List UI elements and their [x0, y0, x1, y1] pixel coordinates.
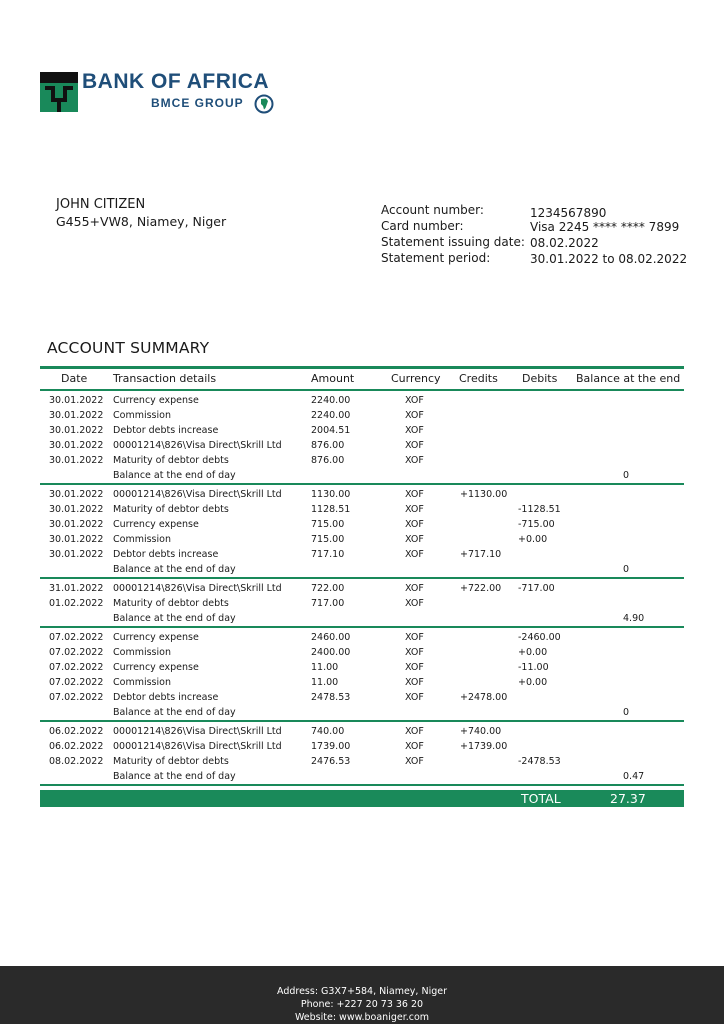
row-date: 30.01.2022	[49, 395, 104, 406]
row-amount: 1739.00	[311, 741, 351, 752]
row-details: Debtor debts increase	[113, 549, 219, 560]
row-details: Balance at the end of day	[113, 564, 236, 575]
row-amount: 740.00	[311, 726, 345, 737]
row-date: 06.02.2022	[49, 741, 104, 752]
total-label: TOTAL	[521, 791, 561, 806]
row-credits: +740.00	[460, 726, 502, 737]
row-date: 30.01.2022	[49, 489, 104, 500]
row-date: 07.02.2022	[49, 692, 104, 703]
table-row	[40, 408, 684, 423]
table-row	[40, 769, 684, 784]
row-currency: XOF	[405, 549, 424, 560]
table-row	[40, 596, 684, 611]
transaction-group	[40, 722, 684, 786]
row-details: Balance at the end of day	[113, 613, 236, 624]
row-amount: 2004.51	[311, 425, 351, 436]
table-row	[40, 581, 684, 596]
row-details: Currency expense	[113, 519, 199, 530]
table-row	[40, 502, 684, 517]
row-details: 00001214\826\Visa Direct\Skrill Ltd	[113, 741, 282, 752]
row-details: Debtor debts increase	[113, 692, 219, 703]
row-date: 30.01.2022	[49, 549, 104, 560]
transaction-group	[40, 485, 684, 579]
transaction-group	[40, 579, 684, 628]
table-row	[40, 690, 684, 705]
row-amount: 2240.00	[311, 395, 351, 406]
row-details: Currency expense	[113, 662, 199, 673]
header-amount: Amount	[311, 372, 355, 385]
row-amount: 2240.00	[311, 410, 351, 421]
row-date: 07.02.2022	[49, 677, 104, 688]
row-details: Commission	[113, 534, 171, 545]
statement-period-value: 30.01.2022 to 08.02.2022	[530, 252, 688, 266]
row-currency: XOF	[405, 692, 424, 703]
row-details: Balance at the end of day	[113, 707, 236, 718]
row-amount: 11.00	[311, 662, 339, 673]
issuing-date-label: Statement issuing date:	[381, 235, 525, 249]
table-row	[40, 423, 684, 438]
row-amount: 11.00	[311, 677, 339, 688]
row-date: 31.01.2022	[49, 583, 104, 594]
row-amount: 717.10	[311, 549, 345, 560]
row-amount: 715.00	[311, 519, 345, 530]
row-details: Balance at the end of day	[113, 470, 236, 481]
row-details: Currency expense	[113, 395, 199, 406]
transaction-group	[40, 391, 684, 485]
row-debits: -2478.53	[518, 756, 561, 767]
row-date: 30.01.2022	[49, 455, 104, 466]
total-bar	[40, 790, 684, 807]
row-debits: -717.00	[518, 583, 555, 594]
footer	[0, 966, 724, 1024]
row-currency: XOF	[405, 534, 424, 545]
row-currency: XOF	[405, 741, 424, 752]
row-amount: 2476.53	[311, 756, 351, 767]
row-amount: 876.00	[311, 440, 345, 451]
table-row	[40, 645, 684, 660]
header-date: Date	[61, 372, 88, 385]
table-header	[40, 366, 684, 391]
footer-address: Address: G3X7+584, Niamey, Niger	[277, 986, 447, 997]
table-row	[40, 468, 684, 483]
row-currency: XOF	[405, 583, 424, 594]
table-row	[40, 393, 684, 408]
account-holder	[56, 196, 226, 230]
row-details: Commission	[113, 647, 171, 658]
row-currency: XOF	[405, 395, 424, 406]
row-amount: 2400.00	[311, 647, 351, 658]
card-number-value: Visa 2245 **** **** 7899	[530, 220, 680, 234]
row-debits: -715.00	[518, 519, 555, 530]
row-currency: XOF	[405, 756, 424, 767]
row-currency: XOF	[405, 519, 424, 530]
statement-period-label: Statement period:	[381, 251, 491, 265]
row-currency: XOF	[405, 425, 424, 436]
header-balance: Balance at the end	[576, 372, 681, 385]
row-details: 00001214\826\Visa Direct\Skrill Ltd	[113, 583, 282, 594]
row-amount: 2460.00	[311, 632, 351, 643]
row-amount: 2478.53	[311, 692, 351, 703]
row-date: 30.01.2022	[49, 519, 104, 530]
row-details: Balance at the end of day	[113, 771, 236, 782]
row-balance: 4.90	[623, 613, 645, 624]
row-currency: XOF	[405, 440, 424, 451]
holder-name: JOHN CITIZEN	[56, 197, 146, 212]
table-row	[40, 739, 684, 754]
row-currency: XOF	[405, 455, 424, 466]
row-details: Debtor debts increase	[113, 425, 219, 436]
header-currency: Currency	[391, 372, 441, 385]
row-details: Maturity of debtor debts	[113, 598, 229, 609]
row-credits: +1739.00	[460, 741, 508, 752]
table-row	[40, 532, 684, 547]
footer-phone: Phone: +227 20 73 36 20	[300, 999, 424, 1010]
bank-logo-mark-icon	[40, 72, 78, 112]
bank-name: BANK OF AFRICA	[82, 70, 270, 93]
row-amount: 1130.00	[311, 489, 351, 500]
row-currency: XOF	[405, 598, 424, 609]
row-amount: 715.00	[311, 534, 345, 545]
total-value: 27.37	[610, 791, 646, 806]
row-date: 08.02.2022	[49, 756, 104, 767]
table-row	[40, 547, 684, 562]
row-debits: +0.00	[518, 647, 548, 658]
row-date: 30.01.2022	[49, 534, 104, 545]
table-row	[40, 453, 684, 468]
row-balance: 0	[623, 470, 630, 481]
row-debits: -2460.00	[518, 632, 561, 643]
row-currency: XOF	[405, 632, 424, 643]
table-row	[40, 562, 684, 577]
transactions-table	[40, 366, 684, 807]
row-details: 00001214\826\Visa Direct\Skrill Ltd	[113, 489, 282, 500]
row-currency: XOF	[405, 677, 424, 688]
row-currency: XOF	[405, 489, 424, 500]
row-credits: +717.10	[460, 549, 502, 560]
row-details: Commission	[113, 410, 171, 421]
row-date: 07.02.2022	[49, 632, 104, 643]
row-debits: -11.00	[518, 662, 549, 673]
issuing-date-value: 08.02.2022	[530, 236, 599, 250]
row-amount: 717.00	[311, 598, 345, 609]
footer-website: Website: www.boaniger.com	[294, 1012, 430, 1023]
row-details: Maturity of debtor debts	[113, 756, 229, 767]
card-number-label: Card number:	[381, 219, 464, 233]
table-row	[40, 487, 684, 502]
row-balance: 0	[623, 564, 630, 575]
header-credits: Credits	[459, 372, 498, 385]
row-credits: +1130.00	[460, 489, 508, 500]
row-details: 00001214\826\Visa Direct\Skrill Ltd	[113, 440, 282, 451]
table-row	[40, 705, 684, 720]
transaction-group	[40, 628, 684, 722]
row-currency: XOF	[405, 504, 424, 515]
holder-address: G455+VW8, Niamey, Niger	[56, 214, 227, 229]
row-balance: 0	[623, 707, 630, 718]
table-row	[40, 724, 684, 739]
bank-group: BMCE GROUP	[151, 96, 244, 110]
row-currency: XOF	[405, 726, 424, 737]
row-details: Maturity of debtor debts	[113, 455, 229, 466]
row-credits: +722.00	[460, 583, 502, 594]
table-row	[40, 517, 684, 532]
row-date: 30.01.2022	[49, 440, 104, 451]
bank-logo	[40, 72, 280, 116]
table-row	[40, 675, 684, 690]
row-details: Commission	[113, 677, 171, 688]
row-currency: XOF	[405, 662, 424, 673]
row-debits: +0.00	[518, 677, 548, 688]
row-amount: 1128.51	[311, 504, 351, 515]
table-row	[40, 438, 684, 453]
row-date: 07.02.2022	[49, 662, 104, 673]
account-number-label: Account number:	[381, 203, 484, 217]
row-amount: 722.00	[311, 583, 345, 594]
row-date: 06.02.2022	[49, 726, 104, 737]
table-row	[40, 754, 684, 769]
row-balance: 0.47	[623, 771, 645, 782]
header-details: Transaction details	[113, 372, 217, 385]
row-details: Currency expense	[113, 632, 199, 643]
row-currency: XOF	[405, 410, 424, 421]
row-details: 00001214\826\Visa Direct\Skrill Ltd	[113, 726, 282, 737]
header-debits: Debits	[522, 372, 558, 385]
row-currency: XOF	[405, 647, 424, 658]
row-date: 30.01.2022	[49, 504, 104, 515]
row-amount: 876.00	[311, 455, 345, 466]
row-debits: -1128.51	[518, 504, 561, 515]
table-row	[40, 611, 684, 626]
row-credits: +2478.00	[460, 692, 508, 703]
account-number-value: 1234567890	[530, 206, 607, 220]
row-date: 30.01.2022	[49, 425, 104, 436]
transaction-groups	[40, 391, 684, 786]
row-date: 30.01.2022	[49, 410, 104, 421]
row-details: Maturity of debtor debts	[113, 504, 229, 515]
row-debits: +0.00	[518, 534, 548, 545]
row-date: 07.02.2022	[49, 647, 104, 658]
table-row	[40, 630, 684, 645]
summary-title: ACCOUNT SUMMARY	[47, 339, 210, 357]
table-row	[40, 660, 684, 675]
africa-globe-icon	[254, 94, 274, 114]
row-date: 01.02.2022	[49, 598, 104, 609]
